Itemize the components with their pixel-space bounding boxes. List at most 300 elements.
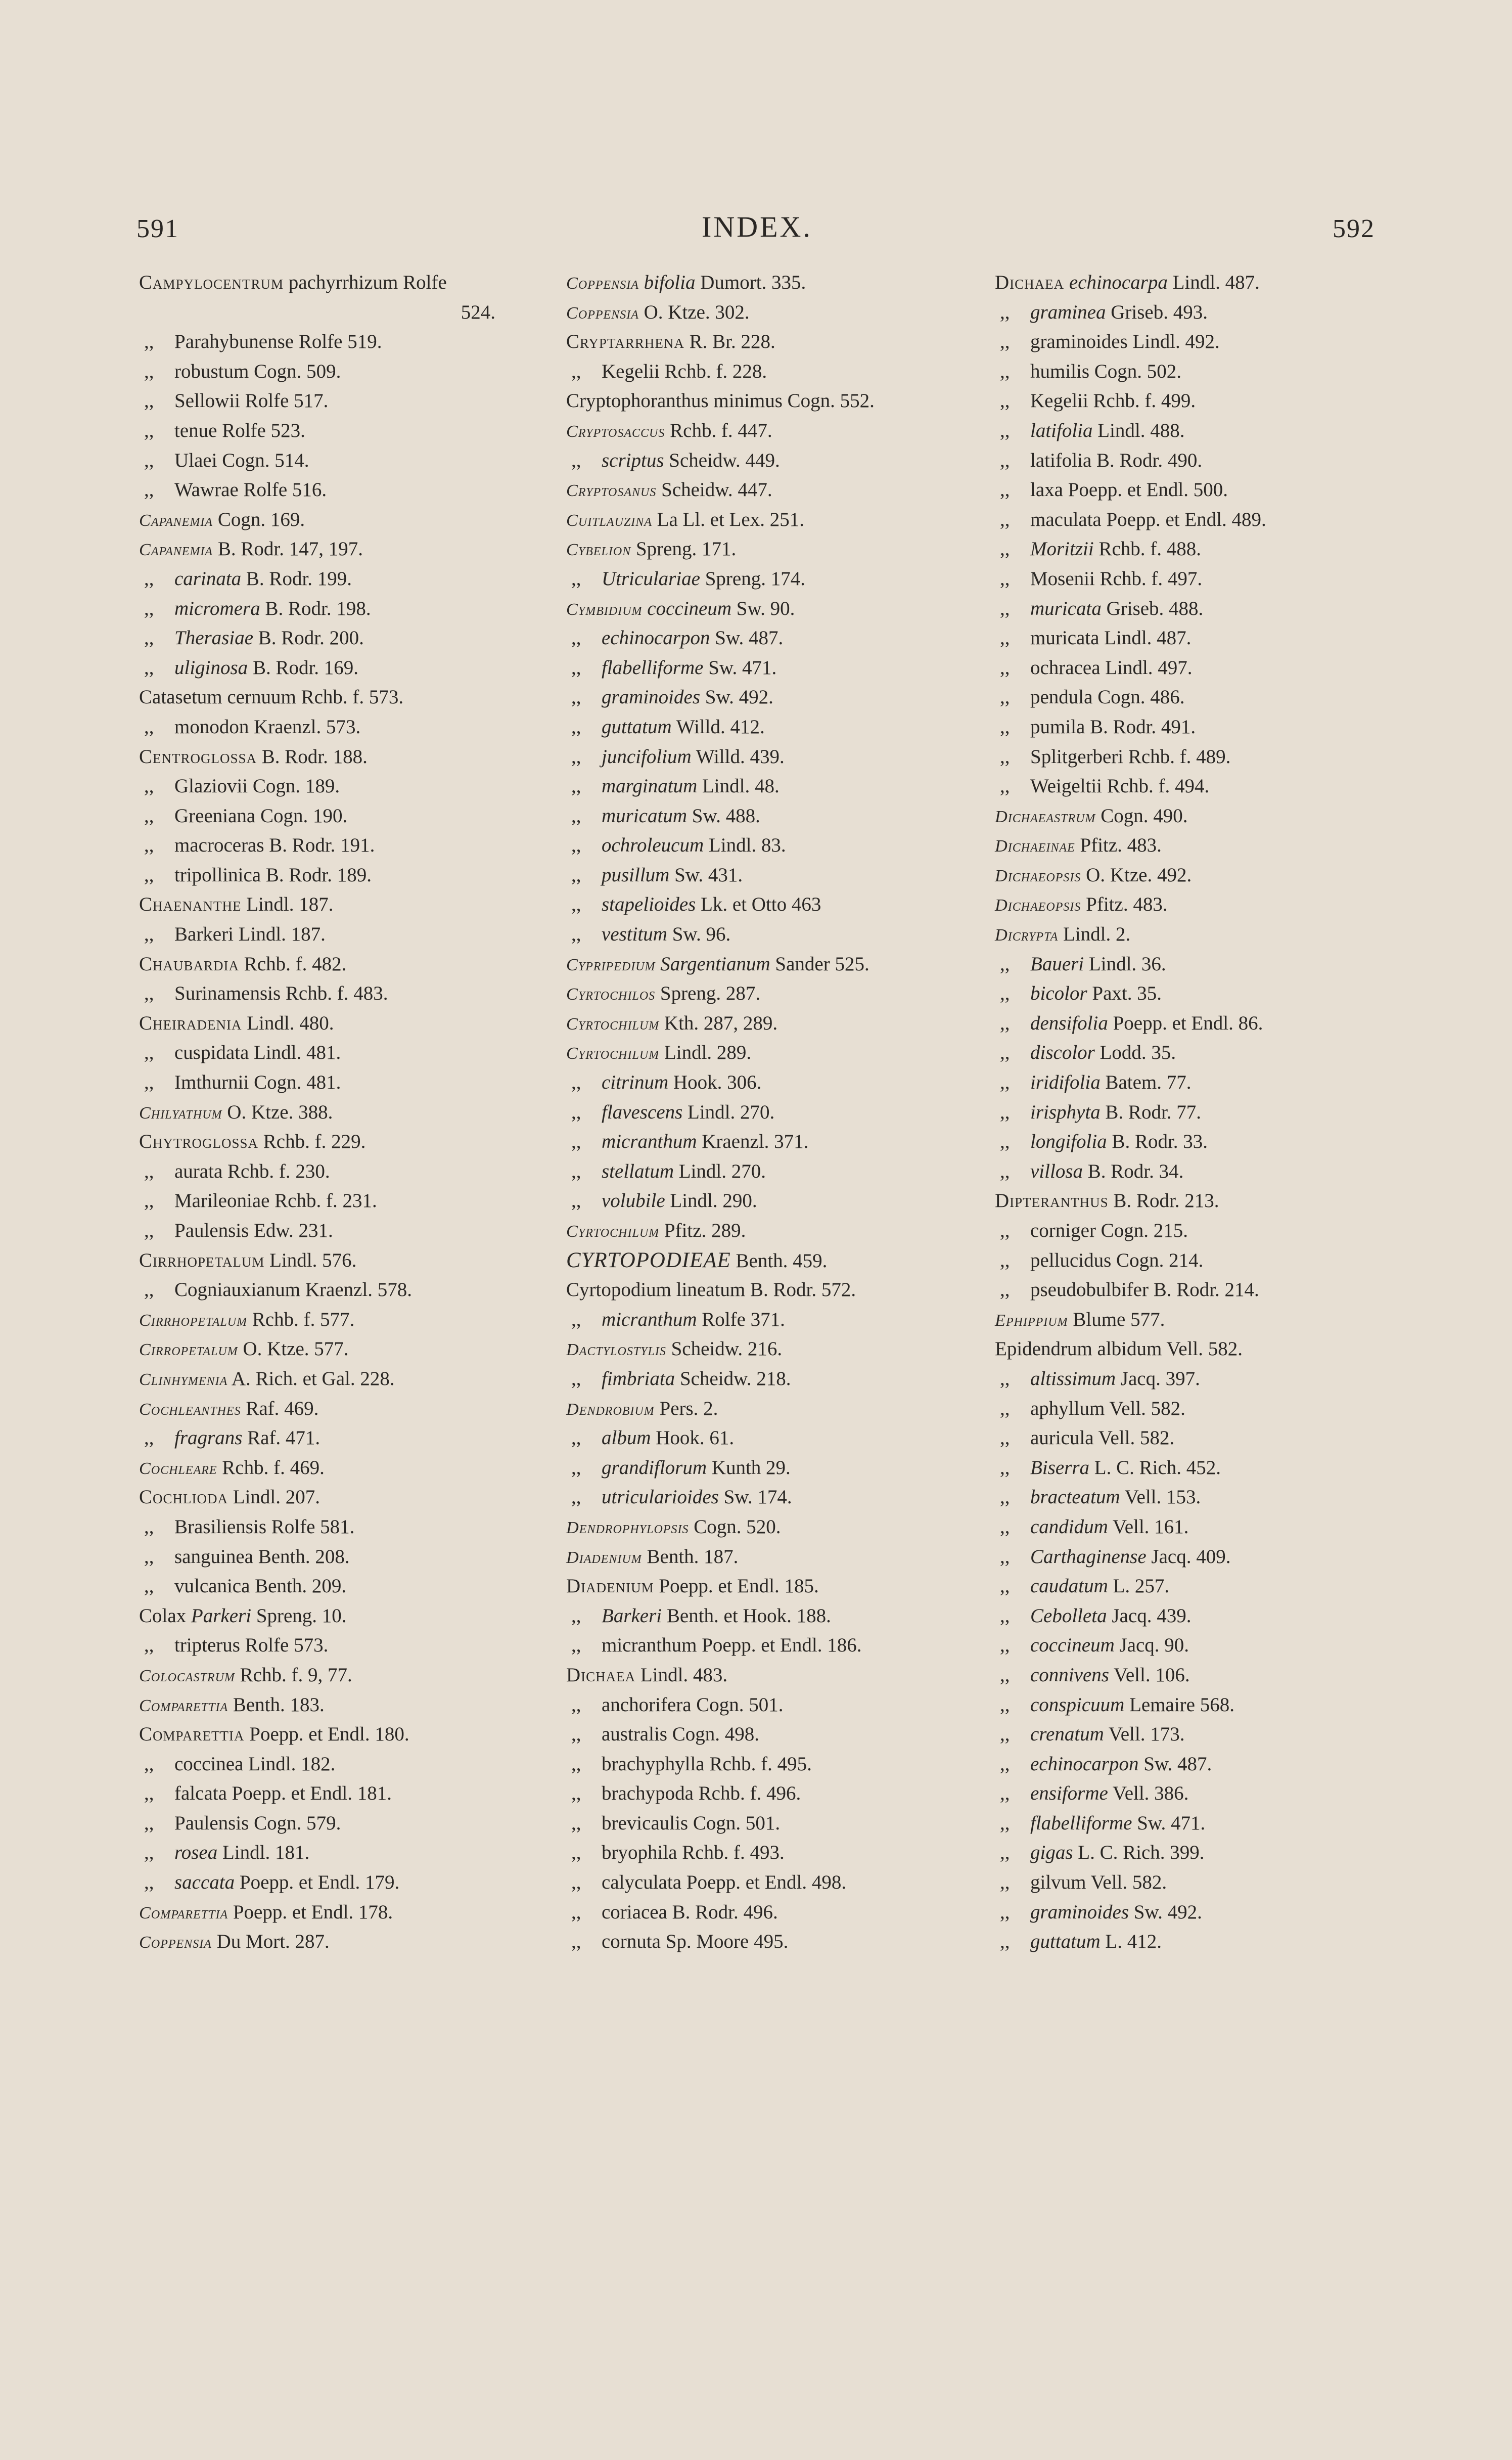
index-subentry	[995, 1838, 1394, 1868]
index-subentry	[566, 1127, 966, 1157]
ditto-mark: ,,	[571, 1931, 581, 1953]
index-subentry	[139, 801, 538, 831]
index-entry	[139, 1453, 538, 1483]
entry-text: Vell. 173.	[1104, 1723, 1185, 1746]
entry-text: Biserra	[1030, 1456, 1089, 1479]
ditto-mark: ,,	[144, 597, 154, 619]
entry-text	[643, 598, 648, 619]
ditto-mark: ,,	[571, 1812, 581, 1834]
index-subentry	[995, 1601, 1394, 1631]
index-subentry	[566, 1305, 966, 1335]
entry-text: Lindl. 480.	[242, 1012, 334, 1034]
index-subentry	[566, 1927, 966, 1957]
entry-text: grandiflorum	[602, 1456, 707, 1479]
index-subentry	[995, 1127, 1394, 1157]
entry-text: Lindl. 83.	[704, 834, 786, 857]
entry-text: Parahybunense Rolfe 519.	[174, 331, 382, 353]
ditto-mark: ,,	[571, 1367, 581, 1390]
index-entry	[566, 1038, 966, 1068]
entry-text: Sw. 96.	[667, 923, 731, 946]
entry-text: Pfitz. 483.	[1075, 834, 1162, 857]
ditto-mark: ,,	[571, 1308, 581, 1330]
index-subentry	[139, 1809, 538, 1839]
entry-text: tripollinica B. Rodr. 189.	[174, 864, 372, 886]
entry-text: guttatum	[1030, 1931, 1101, 1953]
index-subentry	[995, 594, 1394, 624]
index-subentry	[139, 920, 538, 950]
index-entry	[139, 1661, 538, 1690]
entry-text: Pfitz. 289.	[659, 1220, 746, 1241]
entry-text: maculata Poepp. et Endl. 489.	[1030, 508, 1266, 530]
ditto-mark: ,,	[1000, 1427, 1010, 1449]
index-subentry	[566, 653, 966, 683]
ditto-mark: ,,	[144, 834, 154, 857]
ditto-mark: ,,	[571, 567, 581, 590]
entry-text: Du Mort. 287.	[211, 1931, 330, 1953]
ditto-mark: ,,	[571, 1427, 581, 1449]
entry-text: Capanemia	[139, 510, 213, 530]
entry-text: CYRTOPODIEAE	[566, 1248, 731, 1272]
entry-text: Surinamensis Rchb. f. 483.	[174, 982, 388, 1005]
entry-text: Rchb. f. 577.	[247, 1308, 355, 1330]
entry-text: Rchb. f. 9, 77.	[235, 1664, 352, 1686]
index-subentry	[566, 1809, 966, 1839]
index-entry	[566, 534, 966, 564]
entry-text: brevicaulis Cogn. 501.	[602, 1812, 781, 1834]
entry-text: Comparettia	[139, 1723, 245, 1746]
index-subentry	[995, 979, 1394, 1009]
index-entry	[139, 1127, 538, 1157]
index-subentry	[566, 1068, 966, 1098]
entry-text: micranthum Poepp. et Endl. 186.	[602, 1634, 862, 1657]
entry-text: Paxt. 35.	[1087, 982, 1162, 1005]
entry-text: Lindl. 2.	[1058, 923, 1131, 946]
entry-text: coccineum	[647, 597, 732, 619]
entry-text: juncifolium	[602, 745, 692, 768]
entry-text: rosea	[174, 1842, 218, 1864]
ditto-mark: ,,	[1000, 419, 1010, 441]
ditto-mark: ,,	[571, 1753, 581, 1775]
entry-text: falcata Poepp. et Endl. 181.	[174, 1782, 392, 1805]
ditto-mark: ,,	[144, 1042, 154, 1064]
index-entry	[139, 268, 538, 298]
entry-text: Cochlioda	[139, 1486, 228, 1508]
entry-text: echinocarpon	[1030, 1753, 1139, 1775]
index-subentry	[139, 1157, 538, 1187]
entry-text: B. Rodr. 199.	[241, 567, 352, 590]
entry-text: Raf. 471.	[242, 1427, 320, 1449]
entry-text: B. Rodr. 188.	[257, 745, 368, 768]
entry-text: Barkeri Lindl. 187.	[174, 923, 326, 946]
index-subentry	[566, 1868, 966, 1898]
ditto-mark: ,,	[144, 331, 154, 353]
ditto-mark: ,,	[144, 923, 154, 946]
entry-text: Cuitlauzina	[566, 510, 652, 530]
entry-text: Pers. 2.	[654, 1397, 718, 1419]
entry-text: Lindl. 207.	[228, 1486, 320, 1508]
index-entry	[139, 742, 538, 772]
index-subentry	[139, 861, 538, 890]
index-subentry	[139, 623, 538, 653]
entry-text: robustum Cogn. 509.	[174, 360, 341, 382]
ditto-mark: ,,	[1000, 1545, 1010, 1568]
ditto-mark: ,,	[571, 1693, 581, 1716]
entry-text: L. 257.	[1108, 1575, 1170, 1597]
entry-text: Lindl. 270.	[682, 1101, 775, 1123]
index-subentry	[995, 1246, 1394, 1276]
entry-text: Chytroglossa	[139, 1131, 259, 1153]
ditto-mark: ,,	[1000, 1042, 1010, 1064]
entry-text: Barkeri	[602, 1604, 662, 1627]
index-entry	[139, 505, 538, 535]
ditto-mark: ,,	[144, 864, 154, 886]
entry-text: L. C. Rich. 399.	[1073, 1842, 1205, 1864]
entry-text: 524.	[461, 301, 495, 323]
index-subentry	[139, 1216, 538, 1246]
index-subentry	[139, 564, 538, 594]
index-subentry	[995, 1750, 1394, 1779]
entry-text: Poepp. et Endl. 185.	[654, 1575, 819, 1597]
entry-text: uliginosa	[174, 656, 248, 679]
index-subentry	[566, 683, 966, 712]
right-page-number: 592	[1333, 214, 1375, 243]
entry-text: muricatum	[602, 804, 687, 827]
index-entry	[139, 1305, 538, 1335]
index-entry	[139, 1364, 538, 1394]
entry-text: Lodd. 35.	[1094, 1042, 1176, 1064]
ditto-mark: ,,	[571, 1160, 581, 1182]
index-subentry	[566, 1098, 966, 1128]
entry-text: O. Ktze. 388.	[222, 1101, 333, 1123]
index-subentry	[995, 564, 1394, 594]
ditto-mark: ,,	[1000, 508, 1010, 530]
entry-text	[639, 272, 644, 293]
index-subentry	[139, 1423, 538, 1453]
entry-text: Dendrobium	[566, 1399, 655, 1419]
entry-text: ochracea Lindl. 497.	[1030, 656, 1193, 679]
entry-text: Centroglossa	[139, 745, 257, 768]
entry-text: Sw. 471.	[1132, 1812, 1206, 1834]
entry-text: Dichaea	[995, 272, 1065, 293]
index-subentry	[139, 416, 538, 446]
entry-text: Lindl. 290.	[665, 1190, 757, 1212]
index-entry	[566, 505, 966, 535]
index-subentry	[139, 357, 538, 387]
ditto-mark: ,,	[1000, 1812, 1010, 1834]
entry-text: Benth. et Hook. 188.	[662, 1604, 831, 1627]
entry-text: Cogn. 169.	[213, 508, 305, 530]
entry-text: Greeniana Cogn. 190.	[174, 804, 348, 827]
entry-text: Comparettia	[139, 1695, 228, 1715]
index-subentry	[139, 653, 538, 683]
entry-text: Vell. 161.	[1108, 1515, 1189, 1538]
entry-text: tenue Rolfe 523.	[174, 419, 305, 441]
index-entry	[566, 1216, 966, 1246]
entry-text: L. C. Rich. 452.	[1089, 1456, 1221, 1479]
index-subentry	[995, 1364, 1394, 1394]
index-subentry	[139, 1779, 538, 1809]
index-subentry	[995, 1038, 1394, 1068]
entry-text: Cirrhopetalum	[139, 1310, 248, 1330]
index-column-1	[139, 268, 538, 1957]
entry-text: Jacq. 439.	[1107, 1604, 1192, 1627]
entry-text: Dipteranthus	[995, 1190, 1109, 1212]
entry-text: Willd. 439.	[691, 745, 785, 768]
index-subentry	[566, 1750, 966, 1779]
entry-text: citrinum	[602, 1071, 669, 1094]
ditto-mark: ,,	[571, 1901, 581, 1923]
entry-text: vestitum	[602, 923, 667, 946]
index-subentry	[566, 1601, 966, 1631]
index-entry	[139, 950, 538, 979]
index-subentry	[566, 1364, 966, 1394]
ditto-mark: ,,	[144, 1545, 154, 1568]
entry-text: Chilyathum	[139, 1103, 222, 1123]
entry-text: Campylocentrum	[139, 272, 284, 293]
entry-text: Dumort. 335.	[695, 272, 806, 293]
index-subentry	[995, 1631, 1394, 1661]
entry-text: humilis Cogn. 502.	[1030, 360, 1182, 382]
index-subentry	[566, 446, 966, 476]
index-subentry	[139, 772, 538, 801]
index-entry	[139, 1690, 538, 1720]
entry-text: O. Ktze. 577.	[238, 1338, 349, 1360]
ditto-mark: ,,	[1000, 1397, 1010, 1419]
entry-text: coccineum	[1030, 1634, 1115, 1657]
entry-text: Blume 577.	[1068, 1308, 1165, 1330]
index-subentry	[995, 1216, 1394, 1246]
ditto-mark: ,,	[1000, 1693, 1010, 1716]
index-entry	[566, 1512, 966, 1542]
entry-text: irisphyta	[1030, 1101, 1101, 1123]
ditto-mark: ,,	[1000, 953, 1010, 975]
entry-text: bicolor	[1030, 982, 1087, 1005]
entry-text: Cybelion	[566, 540, 631, 560]
index-subentry	[995, 1423, 1394, 1453]
entry-text: Spreng. 287.	[655, 982, 761, 1005]
index-subentry	[995, 712, 1394, 742]
ditto-mark: ,,	[571, 1723, 581, 1746]
entry-text: micranthum	[602, 1308, 697, 1330]
entry-text: muricata Lindl. 487.	[1030, 627, 1192, 649]
entry-text: Sw. 487.	[710, 627, 784, 649]
ditto-mark: ,,	[144, 567, 154, 590]
ditto-mark: ,,	[571, 893, 581, 916]
entry-text: Weigeltii Rchb. f. 494.	[1030, 775, 1210, 797]
ditto-mark: ,,	[144, 1812, 154, 1834]
index-entry	[566, 1394, 966, 1424]
entry-text: calyculata Poepp. et Endl. 498.	[602, 1871, 847, 1894]
entry-text: Sw. 90.	[731, 597, 795, 619]
entry-text: Diadenium	[566, 1575, 654, 1597]
entry-text: auricula Vell. 582.	[1030, 1427, 1175, 1449]
entry-text: Cryptosanus	[566, 481, 657, 501]
entry-text: fimbriata	[602, 1367, 675, 1390]
index-subentry	[995, 772, 1394, 801]
index-subentry	[566, 1453, 966, 1483]
entry-text: L. 412.	[1100, 1931, 1162, 1953]
index-subentry	[566, 1898, 966, 1928]
entry-text: Dichaeinae	[995, 836, 1075, 856]
entry-text: stapelioides	[602, 893, 696, 916]
index-subentry	[566, 1838, 966, 1868]
entry-text: Dichaea	[566, 1664, 636, 1686]
entry-text: connivens	[1030, 1664, 1109, 1686]
entry-text: volubile	[602, 1190, 665, 1212]
entry-text: Sargentianum	[660, 953, 770, 975]
entry-text: pachyrrhizum Rolfe	[284, 272, 447, 293]
page-title: INDEX.	[702, 210, 812, 243]
index-entry	[566, 416, 966, 446]
entry-text: pendula Cogn. 486.	[1030, 686, 1185, 708]
index-entry	[995, 268, 1394, 298]
index-subentry	[995, 1275, 1394, 1305]
entry-text: ochroleucum	[602, 834, 704, 857]
entry-text: Sw. 492.	[1129, 1901, 1202, 1923]
entry-text: Lindl. 36.	[1084, 953, 1166, 975]
entry-text: flavescens	[602, 1101, 683, 1123]
entry-text: Epidendrum albidum Vell. 582.	[995, 1338, 1243, 1360]
index-subentry	[566, 920, 966, 950]
ditto-mark: ,,	[1000, 1456, 1010, 1479]
entry-text: Splitgerberi Rchb. f. 489.	[1030, 745, 1231, 768]
ditto-mark: ,,	[144, 1515, 154, 1538]
entry-text: B. Rodr. 200.	[253, 627, 364, 649]
ditto-mark: ,,	[144, 449, 154, 471]
entry-text: pseudobulbifer B. Rodr. 214.	[1030, 1279, 1259, 1301]
ditto-mark: ,,	[1000, 775, 1010, 797]
index-entry	[139, 534, 538, 564]
entry-text: Vell. 153.	[1120, 1486, 1201, 1508]
index-subentry	[995, 1157, 1394, 1187]
index-subentry	[995, 1098, 1394, 1128]
ditto-mark: ,,	[1000, 656, 1010, 679]
entry-text: Lindl. 483.	[635, 1664, 728, 1686]
ditto-mark: ,,	[571, 656, 581, 679]
ditto-mark: ,,	[1000, 479, 1010, 501]
ditto-mark: ,,	[1000, 1515, 1010, 1538]
ditto-mark: ,,	[144, 360, 154, 382]
ditto-mark: ,,	[1000, 331, 1010, 353]
entry-text: Benth. 187.	[642, 1545, 739, 1568]
entry-text: longifolia	[1030, 1131, 1107, 1153]
ditto-mark: ,,	[1000, 1012, 1010, 1034]
index-subentry	[566, 1631, 966, 1661]
entry-text: B. Rodr. 169.	[248, 656, 359, 679]
index-entry	[995, 861, 1394, 890]
entry-text: Lindl. 181.	[217, 1842, 310, 1864]
entry-text: O. Ktze. 302.	[638, 301, 750, 323]
entry-text: Parkeri	[191, 1604, 252, 1627]
entry-text: flabelliforme	[1030, 1812, 1132, 1834]
entry-text: Raf. 469.	[241, 1397, 319, 1419]
index-entry	[139, 1009, 538, 1039]
ditto-mark: ,,	[1000, 1220, 1010, 1241]
entry-text: Paulensis Edw. 231.	[174, 1220, 333, 1241]
entry-text: Sw. 471.	[703, 656, 777, 679]
entry-text: Chaenanthe	[139, 893, 242, 916]
ditto-mark: ,,	[1000, 1486, 1010, 1508]
entry-text: vulcanica Benth. 209.	[174, 1575, 347, 1597]
index-entry	[995, 1186, 1394, 1216]
index-subentry	[566, 1720, 966, 1750]
index-subentry	[566, 712, 966, 742]
index-subentry	[566, 564, 966, 594]
ditto-mark: ,,	[1000, 1753, 1010, 1775]
index-entry	[995, 1305, 1394, 1335]
index-subentry	[995, 505, 1394, 535]
ditto-mark: ,,	[144, 982, 154, 1005]
entry-text: brachypoda Rchb. f. 496.	[602, 1782, 801, 1805]
entry-text: Willd. 412.	[671, 715, 765, 738]
index-entry	[995, 801, 1394, 831]
index-subentry	[995, 1720, 1394, 1750]
ditto-mark: ,,	[144, 1220, 154, 1241]
index-entry	[566, 1334, 966, 1364]
entry-text: Mosenii Rchb. f. 497.	[1030, 567, 1203, 590]
index-subentry	[139, 1631, 538, 1661]
entry-text: Clinhymenia	[139, 1369, 228, 1389]
ditto-mark: ,,	[1000, 1071, 1010, 1094]
entry-text: marginatum	[602, 775, 698, 797]
index-entry	[139, 1098, 538, 1128]
index-subentry	[995, 1483, 1394, 1512]
entry-text: brachyphylla Rchb. f. 495.	[602, 1753, 812, 1775]
index-subentry	[139, 1868, 538, 1898]
index-subentry	[995, 1394, 1394, 1424]
entry-text: Cyrtochilos	[566, 985, 656, 1004]
ditto-mark: ,,	[1000, 745, 1010, 768]
index-subentry	[566, 357, 966, 387]
ditto-mark: ,,	[1000, 597, 1010, 619]
entry-text: Lindl. 576.	[264, 1249, 357, 1271]
entry-text: Glaziovii Cogn. 189.	[174, 775, 340, 797]
entry-text: gigas	[1030, 1842, 1073, 1864]
index-subentry	[566, 861, 966, 890]
entry-text: flabelliforme	[602, 656, 704, 679]
index-entry	[566, 268, 966, 298]
entry-text: guttatum	[602, 715, 672, 738]
ditto-mark: ,,	[144, 1279, 154, 1301]
ditto-mark: ,,	[1000, 1782, 1010, 1805]
ditto-mark: ,,	[571, 1871, 581, 1894]
entry-text: Lindl. 48.	[697, 775, 780, 797]
entry-text: Cryptosaccus	[566, 421, 665, 441]
ditto-mark: ,,	[571, 745, 581, 768]
entry-text: Dendrophylopsis	[566, 1517, 689, 1537]
index-subentry	[139, 1038, 538, 1068]
ditto-mark: ,,	[144, 1842, 154, 1864]
entry-text: pusillum	[602, 864, 670, 886]
ditto-mark: ,,	[1000, 686, 1010, 708]
entry-text: Utriculariae	[602, 567, 700, 590]
entry-text: bifolia	[644, 272, 696, 293]
index-subentry	[566, 1423, 966, 1453]
entry-text: echinocarpa	[1069, 272, 1168, 293]
entry-text: Hook. 306.	[668, 1071, 762, 1094]
entry-text: Marileoniae Rchb. f. 231.	[174, 1190, 377, 1212]
entry-text: micromera	[174, 597, 260, 619]
entry-text: aurata Rchb. f. 230.	[174, 1160, 330, 1182]
ditto-mark: ,,	[144, 627, 154, 649]
ditto-mark: ,,	[144, 1871, 154, 1894]
index-subentry	[995, 534, 1394, 564]
entry-text: Poepp. et Endl. 178.	[228, 1901, 393, 1923]
ditto-mark: ,,	[571, 923, 581, 946]
ditto-mark: ,,	[1000, 715, 1010, 738]
entry-text: fragrans	[174, 1427, 243, 1449]
ditto-mark: ,,	[144, 1427, 154, 1449]
